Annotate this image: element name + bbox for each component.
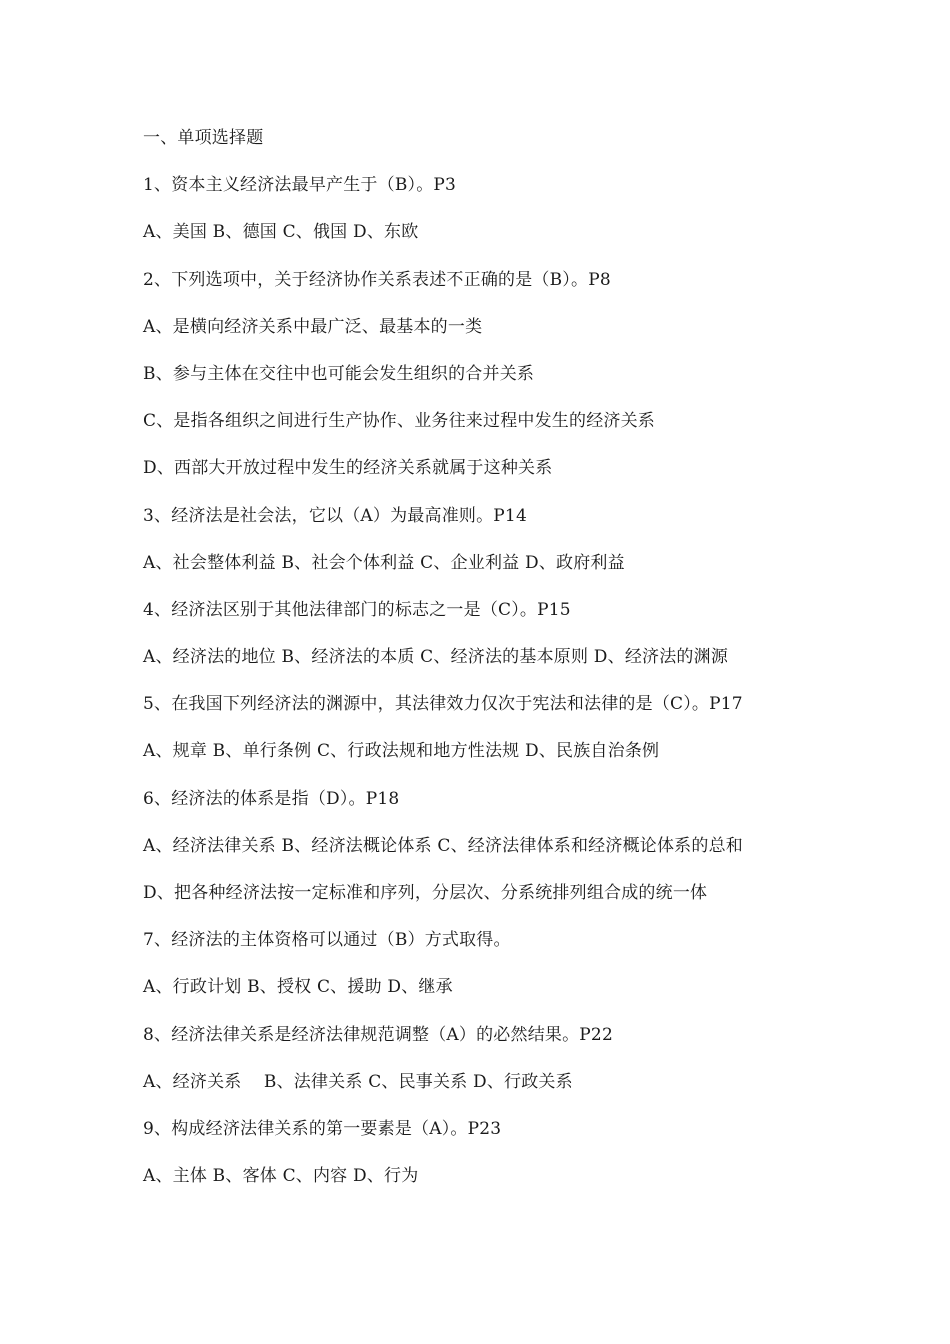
- question-4: 4、经济法区别于其他法律部门的标志之一是（C）。P15: [143, 599, 571, 620]
- question-6-option-d: D、把各种经济法按一定标准和序列，分层次、分系统排列组合成的统一体: [143, 883, 708, 903]
- question-2-option-b: B、参与主体在交往中也可能会发生组织的合并关系: [143, 363, 535, 384]
- question-9: 9、构成经济法律关系的第一要素是（A）。P23: [143, 1118, 502, 1139]
- question-5: 5、在我国下列经济法的渊源中，其法律效力仅次于宪法和法律的是（C）。P17: [143, 694, 743, 715]
- section-title: 一、单项选择题: [143, 128, 264, 148]
- question-3-options: A、社会整体利益 B、社会个体利益 C、企业利益 D、政府利益: [143, 552, 625, 573]
- question-6: 6、经济法的体系是指（D）。P18: [143, 788, 400, 809]
- question-2-option-c: C、是指各组织之间进行生产协作、业务往来过程中发生的经济关系: [143, 411, 656, 432]
- question-9-options: A、主体 B、客体 C、内容 D、行为: [143, 1166, 419, 1187]
- question-2-option-d: D、西部大开放过程中发生的经济关系就属于这种关系: [143, 458, 553, 479]
- question-2-option-a: A、是横向经济关系中最广泛、最基本的一类: [143, 316, 483, 337]
- question-7: 7、经济法的主体资格可以通过（B）方式取得。: [143, 930, 511, 951]
- question-1-options: A、美国 B、德国 C、俄国 D、东欧: [143, 222, 419, 243]
- question-list: [143, 124, 843, 1209]
- question-6-options-abc: A、经济法律关系 B、经济法概论体系 C、经济法律体系和经济概论体系的总和: [143, 835, 743, 856]
- question-1: 1、资本主义经济法最早产生于（B）。P3: [143, 175, 457, 196]
- question-5-options: A、规章 B、单行条例 C、行政法规和地方性法规 D、民族自治条例: [143, 741, 660, 762]
- question-8-options: A、经济关系 B、法律关系 C、民事关系 D、行政关系: [143, 1071, 573, 1092]
- question-8: 8、经济法律关系是经济法律规范调整（A）的必然结果。P22: [143, 1024, 613, 1045]
- question-2: 2、下列选项中，关于经济协作关系表述不正确的是（B）。P8: [143, 269, 611, 290]
- question-7-options: A、行政计划 B、授权 C、援助 D、继承: [143, 977, 453, 998]
- question-3: 3、经济法是社会法，它以（A）为最高准则。P14: [143, 505, 527, 526]
- question-4-options: A、经济法的地位 B、经济法的本质 C、经济法的基本原则 D、经济法的渊源: [143, 647, 729, 668]
